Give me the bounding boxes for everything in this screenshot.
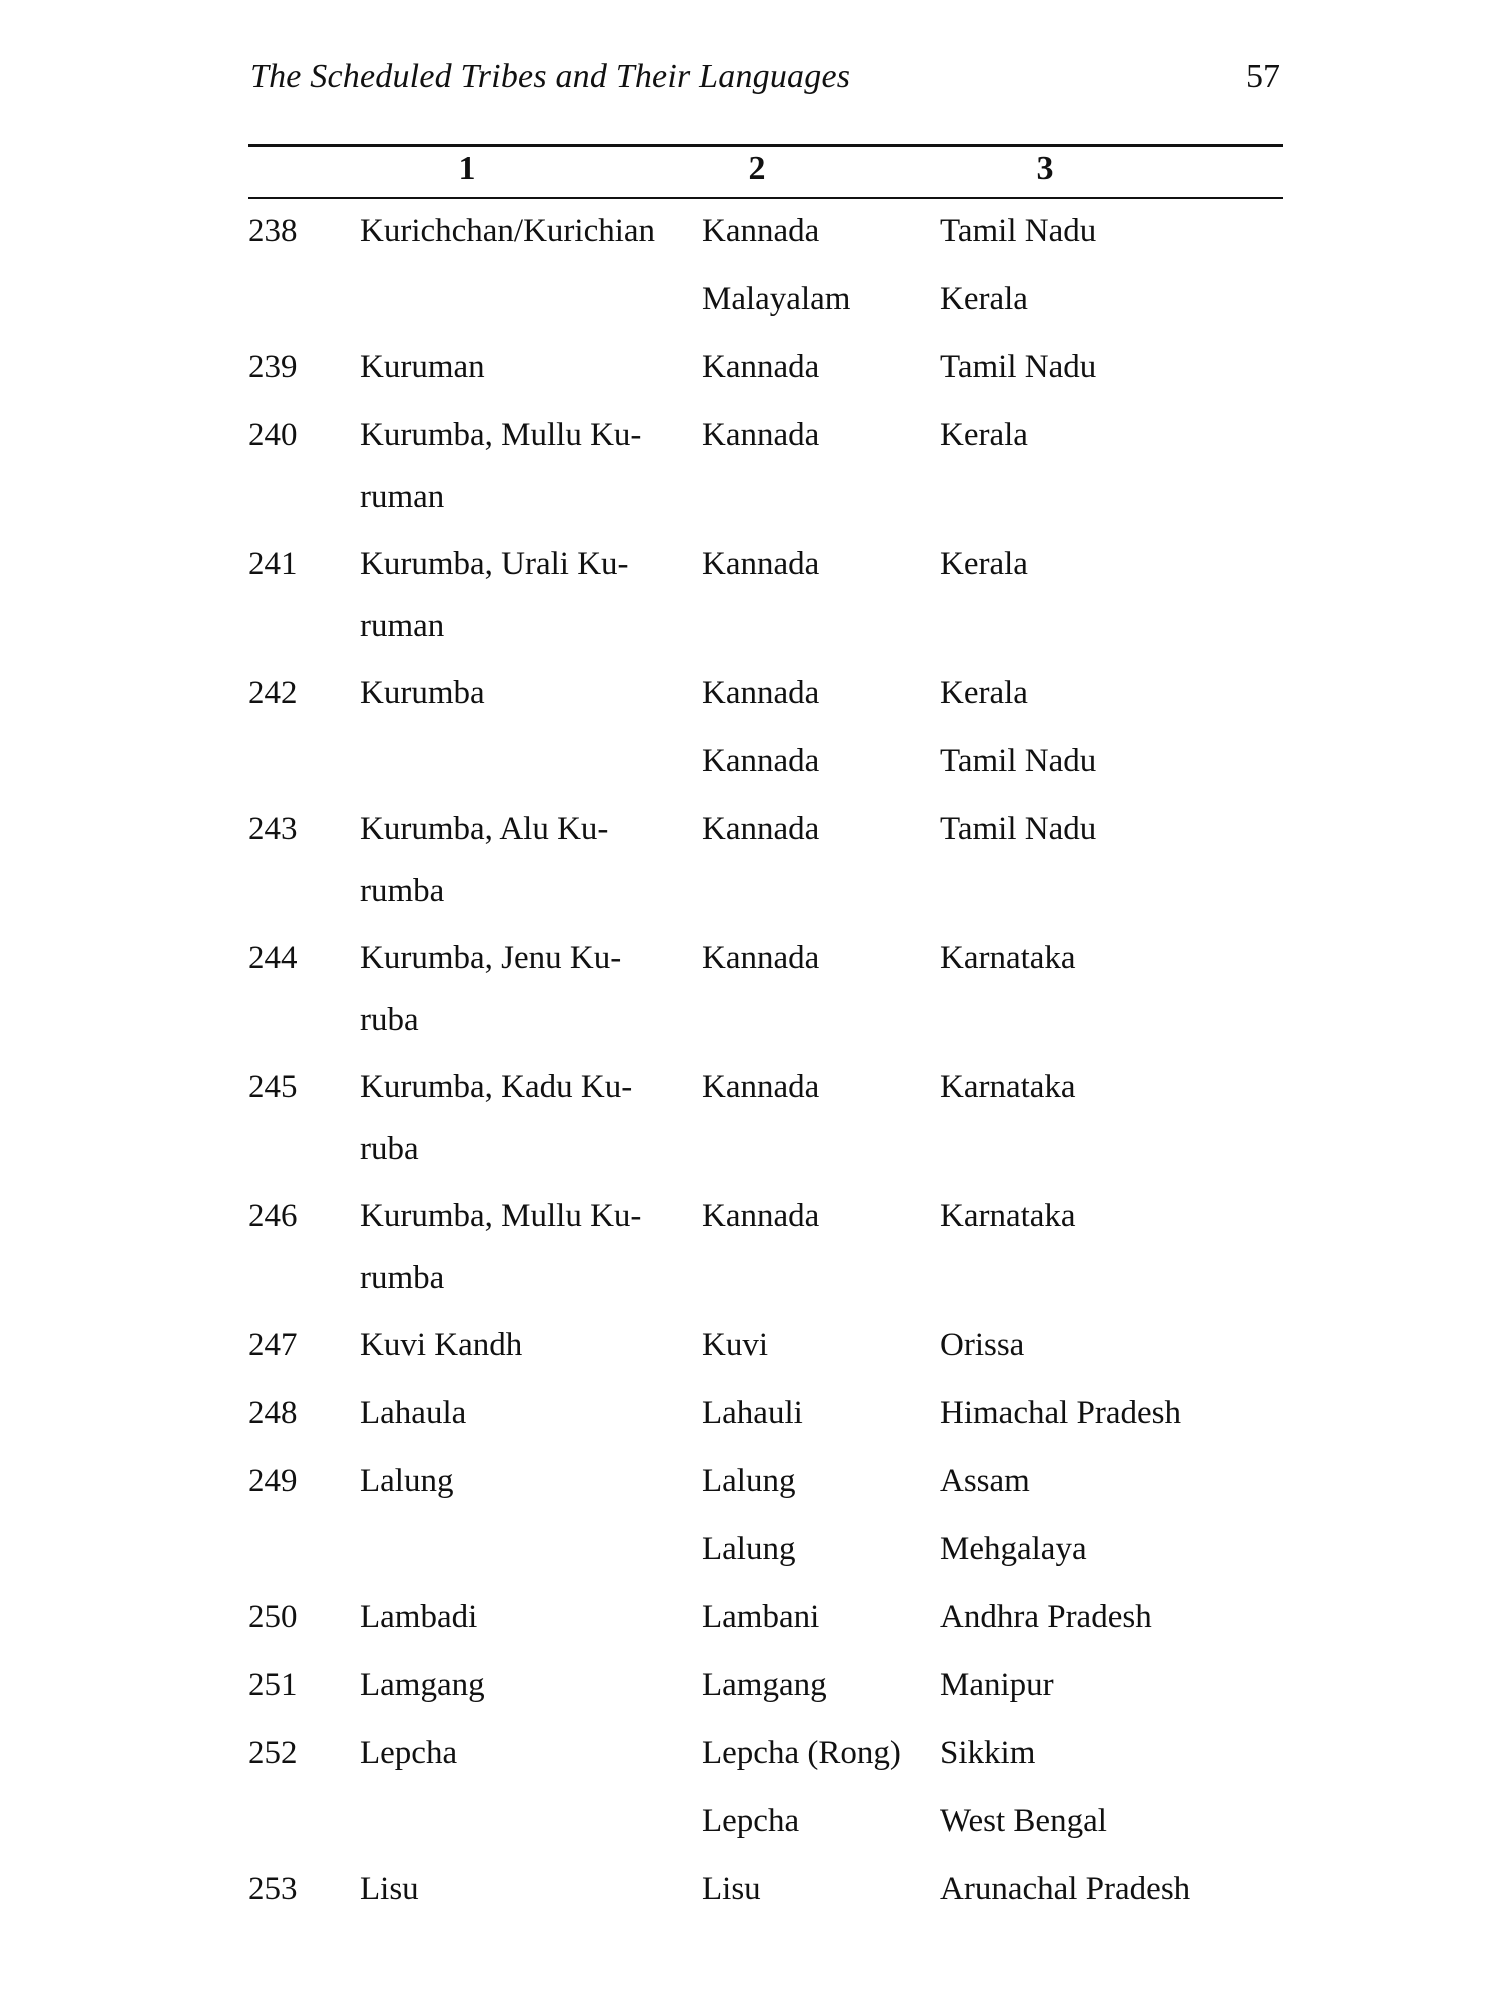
- language-name: Lalung: [702, 1463, 796, 1499]
- tribe-name: Kurumba, Urali Ku- ruman: [360, 546, 629, 644]
- column-header-3: 3: [1036, 150, 1054, 187]
- row-number: 244: [248, 940, 298, 976]
- table-top-rule: [248, 144, 1283, 147]
- tribe-name: Lamgang: [360, 1667, 485, 1703]
- state-name: Sikkim: [940, 1735, 1036, 1771]
- table-row: [248, 531, 1288, 660]
- table-row: [248, 728, 1288, 796]
- tribe-language-table: [248, 198, 1288, 1924]
- table-row: [248, 1054, 1288, 1183]
- language-name: Kannada: [702, 1198, 820, 1234]
- table-row: [248, 1652, 1288, 1720]
- table-row: [248, 796, 1288, 925]
- state-name: Kerala: [940, 281, 1028, 317]
- table-row: [248, 1856, 1288, 1924]
- row-number: 252: [248, 1735, 298, 1771]
- state-name: Andhra Pradesh: [940, 1599, 1152, 1635]
- state-name: Tamil Nadu: [940, 349, 1097, 385]
- language-name: Lahauli: [702, 1395, 803, 1431]
- state-name: Tamil Nadu: [940, 213, 1097, 249]
- tribe-name: Lahaula: [360, 1395, 467, 1431]
- language-name: Kannada: [702, 213, 820, 249]
- table-row: [248, 198, 1288, 266]
- state-name: Kerala: [940, 546, 1028, 582]
- tribe-name: Kurichchan/Kurichian: [360, 213, 656, 249]
- state-name: Orissa: [940, 1327, 1025, 1363]
- language-name: Kannada: [702, 675, 820, 711]
- table-row: [248, 1584, 1288, 1652]
- table-row: [248, 334, 1288, 402]
- state-name: Manipur: [940, 1667, 1054, 1703]
- row-number: 253: [248, 1871, 298, 1907]
- row-number: 243: [248, 811, 298, 847]
- tribe-name: Lepcha: [360, 1735, 458, 1771]
- table-row: [248, 1183, 1288, 1312]
- tribe-name: Kurumba, Mullu Ku- ruman: [360, 417, 642, 515]
- table-row: [248, 660, 1288, 728]
- state-name: West Bengal: [940, 1803, 1107, 1839]
- tribe-name: Kurumba, Mullu Ku- rumba: [360, 1198, 642, 1296]
- row-number: 245: [248, 1069, 298, 1105]
- column-header-2: 2: [748, 150, 766, 187]
- state-name: Kerala: [940, 417, 1028, 453]
- language-name: Lepcha: [702, 1803, 800, 1839]
- tribe-name: Kuruman: [360, 349, 485, 385]
- language-name: Kuvi: [702, 1327, 768, 1363]
- state-name: Tamil Nadu: [940, 743, 1097, 779]
- row-number: 238: [248, 213, 298, 249]
- language-name: Kannada: [702, 743, 820, 779]
- state-name: Karnataka: [940, 1198, 1076, 1234]
- language-name: Kannada: [702, 417, 820, 453]
- row-number: 239: [248, 349, 298, 385]
- state-name: Kerala: [940, 675, 1028, 711]
- row-number: 242: [248, 675, 298, 711]
- table-row: [248, 1788, 1288, 1856]
- language-name: Kannada: [702, 349, 820, 385]
- row-number: 251: [248, 1667, 298, 1703]
- table-row: [248, 1720, 1288, 1788]
- language-name: Lepcha (Rong): [702, 1735, 901, 1771]
- tribe-name: Kuvi Kandh: [360, 1327, 523, 1363]
- tribe-name: Lambadi: [360, 1599, 478, 1635]
- state-name: Mehgalaya: [940, 1531, 1087, 1567]
- state-name: Tamil Nadu: [940, 811, 1097, 847]
- table-row: [248, 1312, 1288, 1380]
- row-number: 249: [248, 1463, 298, 1499]
- tribe-name: Lisu: [360, 1871, 419, 1907]
- row-number: 246: [248, 1198, 298, 1234]
- language-name: Kannada: [702, 811, 820, 847]
- language-name: Lamgang: [702, 1667, 827, 1703]
- language-name: Lalung: [702, 1531, 796, 1567]
- state-name: Karnataka: [940, 940, 1076, 976]
- language-name: Kannada: [702, 1069, 820, 1105]
- state-name: Arunachal Pradesh: [940, 1871, 1191, 1907]
- table-row: [248, 402, 1288, 531]
- row-number: 240: [248, 417, 298, 453]
- table-row: [248, 1516, 1288, 1584]
- table-row: [248, 1380, 1288, 1448]
- tribe-name: Kurumba: [360, 675, 485, 711]
- tribe-name: Kurumba, Jenu Ku- ruba: [360, 940, 622, 1038]
- tribe-name: Lalung: [360, 1463, 454, 1499]
- language-name: Kannada: [702, 546, 820, 582]
- language-name: Malayalam: [702, 281, 851, 317]
- state-name: Karnataka: [940, 1069, 1076, 1105]
- state-name: Himachal Pradesh: [940, 1395, 1182, 1431]
- row-number: 250: [248, 1599, 298, 1635]
- row-number: 248: [248, 1395, 298, 1431]
- column-header-1: 1: [458, 150, 476, 187]
- table-row: [248, 266, 1288, 334]
- tribe-name: Kurumba, Alu Ku- rumba: [360, 811, 609, 909]
- language-name: Lambani: [702, 1599, 820, 1635]
- row-number: 241: [248, 546, 298, 582]
- tribe-name: Kurumba, Kadu Ku- ruba: [360, 1069, 633, 1167]
- language-name: Kannada: [702, 940, 820, 976]
- running-title: The Scheduled Tribes and Their Languages: [250, 58, 851, 95]
- table-row: [248, 925, 1288, 1054]
- language-name: Lisu: [702, 1871, 761, 1907]
- table-row: [248, 1448, 1288, 1516]
- page-number: 57: [1246, 58, 1280, 95]
- state-name: Assam: [940, 1463, 1030, 1499]
- row-number: 247: [248, 1327, 298, 1363]
